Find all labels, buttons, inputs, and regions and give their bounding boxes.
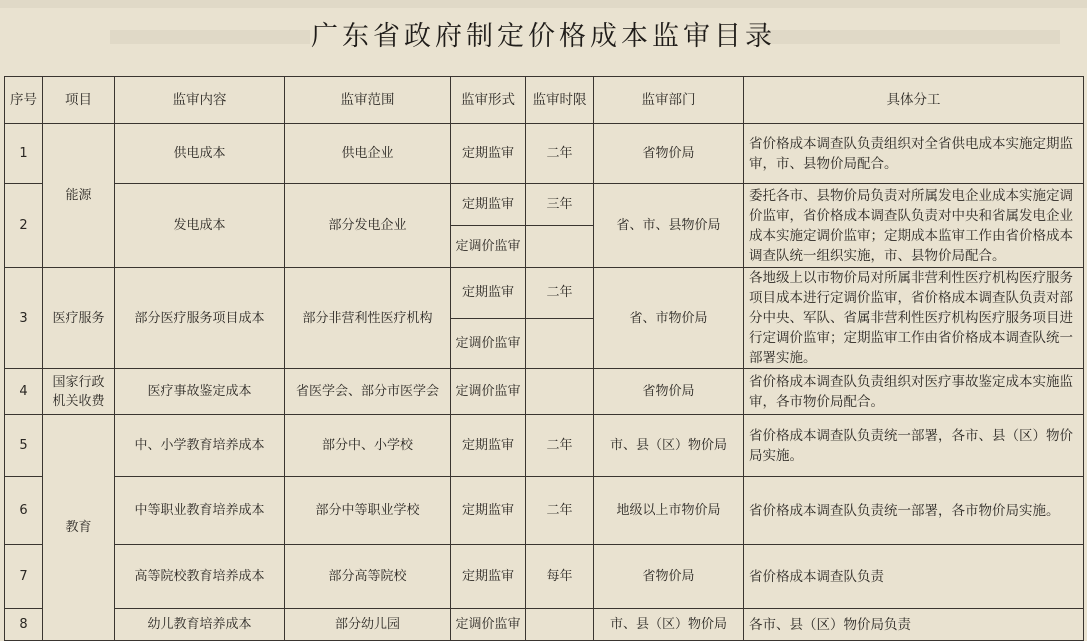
header-detail: 具体分工 <box>744 77 1084 124</box>
detail-cell: 委托各市、县物价局负责对所属发电企业成本实施定调价监审，省价格成本调查队负责对中央和省属发电企业成本实施定调价监审；定期成本监审工作由省价格成本调查队统一组织实施，市、县物价局配合。 <box>744 184 1084 268</box>
category-cell: 能源 <box>43 124 115 268</box>
dept-cell: 省物价局 <box>594 369 744 415</box>
form-cell: 定期监审 <box>451 184 526 226</box>
content-cell: 医疗事故鉴定成本 <box>115 369 285 415</box>
content-cell: 部分医疗服务项目成本 <box>115 268 285 369</box>
category-cell: 教育 <box>43 415 115 641</box>
header-content: 监审内容 <box>115 77 285 124</box>
table-row <box>5 545 1084 609</box>
table-row <box>5 268 1084 319</box>
period-cell <box>526 609 594 641</box>
scope-cell: 部分中、小学校 <box>285 415 451 477</box>
audit-catalog-table <box>4 76 1084 641</box>
period-cell: 二年 <box>526 477 594 545</box>
detail-cell: 省价格成本调查队负责 <box>744 545 1084 609</box>
bleed-through-texture <box>0 0 1087 8</box>
form-cell: 定期监审 <box>451 477 526 545</box>
period-cell: 二年 <box>526 124 594 184</box>
header-form: 监审形式 <box>451 77 526 124</box>
dept-cell: 市、县（区）物价局 <box>594 415 744 477</box>
content-cell: 高等院校教育培养成本 <box>115 545 285 609</box>
detail-cell: 省价格成本调查队负责组织对医疗事故鉴定成本实施监审，各市物价局配合。 <box>744 369 1084 415</box>
category-cell: 医疗服务 <box>43 268 115 369</box>
dept-cell: 省、市物价局 <box>594 268 744 369</box>
document-title: 广东省政府制定价格成本监审目录 <box>311 21 776 52</box>
scope-cell: 部分幼儿园 <box>285 609 451 641</box>
form-cell: 定调价监审 <box>451 369 526 415</box>
detail-cell: 各市、县（区）物价局负责 <box>744 609 1084 641</box>
table-row <box>5 415 1084 477</box>
scope-cell: 部分发电企业 <box>285 184 451 268</box>
form-cell: 定期监审 <box>451 415 526 477</box>
header-category: 项目 <box>43 77 115 124</box>
row-no: 6 <box>5 477 43 545</box>
form-cell: 定调价监审 <box>451 318 526 369</box>
header-dept: 监审部门 <box>594 77 744 124</box>
content-cell: 供电成本 <box>115 124 285 184</box>
content-cell: 中等职业教育培养成本 <box>115 477 285 545</box>
scope-cell: 部分非营利性医疗机构 <box>285 268 451 369</box>
dept-cell: 省、市、县物价局 <box>594 184 744 268</box>
period-cell: 二年 <box>526 268 594 319</box>
header-period: 监审时限 <box>526 77 594 124</box>
row-no: 1 <box>5 124 43 184</box>
detail-cell: 省价格成本调查队负责组织对全省供电成本实施定期监审，市、县物价局配合。 <box>744 124 1084 184</box>
row-no: 5 <box>5 415 43 477</box>
scope-cell: 供电企业 <box>285 124 451 184</box>
period-cell: 二年 <box>526 415 594 477</box>
dept-cell: 市、县（区）物价局 <box>594 609 744 641</box>
table-row <box>5 609 1084 641</box>
detail-cell: 省价格成本调查队负责统一部署，各市物价局实施。 <box>744 477 1084 545</box>
detail-cell: 各地级上以市物价局对所属非营利性医疗机构医疗服务项目成本进行定调价监审，省价格成本调查队负责对部分中央、军队、省属非营利性医疗机构医疗服务项目进行定调价监审；定期监审工作由省价格成本调查队统一部署实施。 <box>744 268 1084 369</box>
period-cell: 三年 <box>526 184 594 226</box>
table-row <box>5 124 1084 184</box>
period-cell <box>526 318 594 369</box>
scope-cell: 省医学会、部分市医学会 <box>285 369 451 415</box>
row-no: 8 <box>5 609 43 641</box>
header-no: 序号 <box>5 77 43 124</box>
content-cell: 发电成本 <box>115 184 285 268</box>
row-no: 4 <box>5 369 43 415</box>
form-cell: 定期监审 <box>451 545 526 609</box>
detail-cell: 省价格成本调查队负责统一部署，各市、县（区）物价局实施。 <box>744 415 1084 477</box>
period-cell: 每年 <box>526 545 594 609</box>
scope-cell: 部分中等职业学校 <box>285 477 451 545</box>
row-no: 2 <box>5 184 43 268</box>
scope-cell: 部分高等院校 <box>285 545 451 609</box>
row-no: 7 <box>5 545 43 609</box>
header-scope: 监审范围 <box>285 77 451 124</box>
category-cell: 国家行政机关收费 <box>43 369 115 415</box>
dept-cell: 省物价局 <box>594 545 744 609</box>
dept-cell: 省物价局 <box>594 124 744 184</box>
period-cell <box>526 369 594 415</box>
row-no: 3 <box>5 268 43 369</box>
form-cell: 定调价监审 <box>451 609 526 641</box>
table-row <box>5 369 1084 415</box>
dept-cell: 地级以上市物价局 <box>594 477 744 545</box>
table-row <box>5 184 1084 226</box>
form-cell: 定调价监审 <box>451 226 526 268</box>
form-cell: 定期监审 <box>451 124 526 184</box>
form-cell: 定期监审 <box>451 268 526 319</box>
content-cell: 幼儿教育培养成本 <box>115 609 285 641</box>
table-header-row <box>5 77 1084 124</box>
content-cell: 中、小学教育培养成本 <box>115 415 285 477</box>
table-row <box>5 477 1084 545</box>
period-cell <box>526 226 594 268</box>
